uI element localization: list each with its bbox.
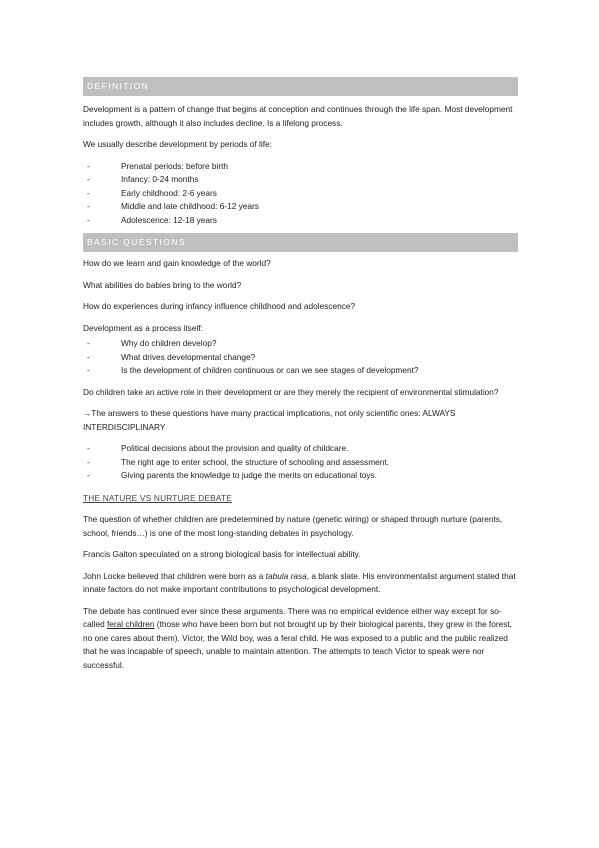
section-header-basic-questions: BASIC QUESTIONS	[83, 233, 518, 252]
list-item: - What drives developmental change?	[83, 351, 518, 365]
question-4: Development as a process itself:	[83, 322, 203, 333]
definition-paragraph: Development is a pattern of change that begins at conception and continues through the life span. Most development includes growth, although it also includes decline. Is a lifelong process.	[83, 104, 513, 128]
question-3: How do experiences during infancy influence childhood and adolescence?	[83, 301, 356, 311]
list-item: - Early childhood: 2-6 years	[83, 187, 518, 201]
document-content	[83, 77, 518, 672]
nature-nurture-paragraph: The question of whether children are predetermined by nature (genetic wiring) or shaped through nurture (parents, school, friends…) is one of the most long-standing debates in psychology.	[83, 514, 503, 538]
list-item: - The right age to enter school, the structure of schooling and assessment.	[83, 456, 518, 470]
periods-intro: We usually describe development by periods of life:	[83, 139, 272, 149]
tabula-rasa-term: tabula rasa	[265, 570, 307, 581]
galton-paragraph: Francis Galton speculated on a strong biological basis for intellectual ability.	[83, 549, 361, 559]
list-item: - Why do children develop?	[83, 337, 518, 351]
question-5: Do children take an active role in their development or are they merely the recipient of environmental stimulation?	[83, 386, 499, 397]
list-item: - Adolescence: 12-18 years	[83, 214, 518, 228]
question-2: What abilities do babies bring to the world?	[83, 279, 242, 290]
implications-list	[83, 442, 518, 483]
process-questions-list	[83, 337, 518, 378]
list-item: - Is the development of children continuous or can we see stages of development?	[83, 364, 518, 378]
locke-paragraph: John Locke believed that children were born as a tabula rasa, a blank slate. His environmentalist argument stated that innate factors do not make important contributions to psychological development.	[83, 570, 516, 594]
list-item: - Giving parents the knowledge to judge the merits on educational toys.	[83, 469, 518, 483]
answer-note: →The answers to these questions have many practical implications, not only scientific ones: ALWAYS INTERDISCIPLINARY	[83, 408, 456, 432]
feral-children-term: feral children	[106, 619, 155, 629]
debate-paragraph: The debate has continued ever since these arguments. There was no empirical evidence either way except for so-called feral children (those who have been born but not brought up by their biological parents, they grew in the forest, no one cares about them). Victor, the Wild boy, was a feral child. He was exposed to a public and the public realized that he was incapable of speech, unable to maintain attention. The attempts to teach Victor to speak were nor successful.	[83, 605, 512, 670]
section-header-nature-nurture: THE NATURE VS NURTURE DEBATE	[83, 492, 232, 503]
list-item: - Prenatal periods: before birth	[83, 160, 518, 174]
periods-list	[83, 160, 518, 228]
list-item: - Middle and late childhood: 6-12 years	[83, 200, 518, 214]
question-1: How do we learn and gain knowledge of the world?	[83, 258, 271, 268]
list-item: - Infancy: 0-24 months	[83, 173, 518, 187]
list-item: - Political decisions about the provision and quality of childcare.	[83, 442, 518, 456]
section-header-definition: DEFINITION	[83, 77, 518, 96]
